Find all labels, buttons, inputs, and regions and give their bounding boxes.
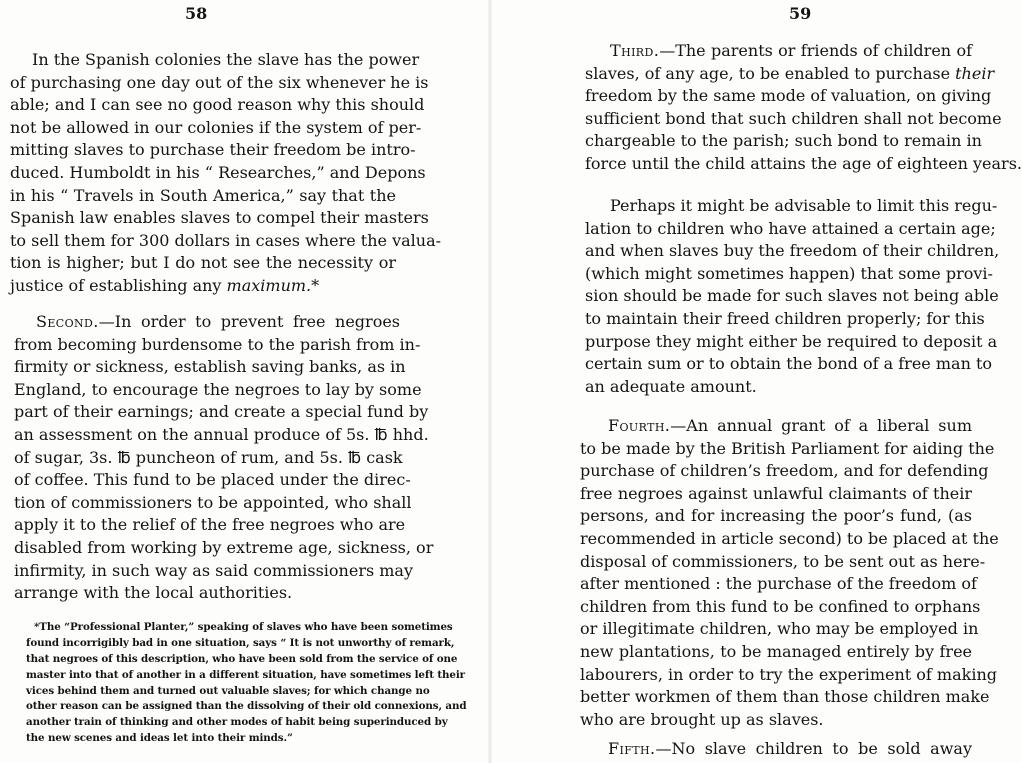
- text-line: part of their earnings; and create a special fund by: [14, 402, 429, 422]
- text-line: disposal of commissioners, to be sent out as here-: [580, 551, 986, 571]
- footnote-line: that negroes of this description, who have been sold from the service of one: [26, 652, 458, 665]
- text-line: [14, 311, 400, 334]
- text-line: arrange with the local authorities.: [14, 583, 293, 603]
- text-line: apply it to the relief of the free negroes who are: [14, 515, 406, 535]
- text-line: disabled from working by extreme age, sickness, or: [14, 537, 434, 557]
- text-line: England, to encourage the negroes to lay by some: [14, 379, 422, 399]
- section-heading: Third.: [610, 41, 660, 60]
- text-line: lation to children who have attained a certain age;: [585, 218, 996, 238]
- paragraph-second: [14, 311, 434, 605]
- text-line: an assessment on the annual produce of 5s. ℔ hhd.: [14, 424, 429, 444]
- text-line: an adequate amount.: [585, 376, 757, 396]
- text-line: duced. Humboldt in his “ Researches,” and Depons: [10, 162, 426, 182]
- text-run: —The parents or friends of children of: [659, 41, 972, 60]
- text-run: —No slave children to be sold away: [655, 739, 972, 758]
- text-line: sufficient bond that such children shall not become: [585, 108, 1002, 128]
- text-line: who are brought up as slaves.: [580, 709, 824, 729]
- text-line: to maintain their freed children properly; for this: [585, 308, 985, 328]
- footnote-line: master into that of another in a different situation, have sometimes left their: [26, 668, 465, 681]
- footnote-line: the new scenes and ideas let into their minds.”: [26, 732, 293, 745]
- text-line: freedom by the same mode of valuation, on giving: [585, 86, 992, 106]
- text-line: purpose they might either be required to deposit a: [585, 331, 998, 351]
- text-run: —In order to prevent free negroes: [98, 312, 400, 331]
- section-heading: Fourth.: [608, 416, 671, 435]
- text-line: better workmen of them than those children make: [580, 687, 990, 707]
- text-run: slaves, of any age, to be enabled to purchase: [585, 63, 956, 83]
- text-line: [10, 275, 396, 298]
- text-line: of sugar, 3s. ℔ puncheon of rum, and 5s. ℔ cask: [14, 447, 403, 467]
- footnote-line: found incorrigibly bad in one situation, says “ It is not unworthy of remark,: [26, 636, 455, 649]
- text-line: and when slaves buy the freedom of their children,: [585, 241, 1000, 261]
- text-line: to sell them for 300 dollars in cases where the valua-: [10, 230, 442, 250]
- text-line: certain sum or to obtain the bond of a free man to: [585, 354, 993, 374]
- text-line: free negroes against unlawful claimants of their: [580, 483, 972, 503]
- italic-word: maximum.: [226, 275, 312, 295]
- text-line: (which might sometimes happen) that some provi-: [585, 263, 993, 283]
- text-line: from becoming burdensome to the parish from in-: [14, 334, 421, 354]
- text-line: firmity or sickness, establish saving banks, as in: [14, 357, 406, 377]
- paragraph-perhaps: [585, 195, 1000, 398]
- text-line: [580, 738, 972, 761]
- footnote: [26, 620, 467, 747]
- text-run: —An annual grant of a liberal sum: [670, 416, 972, 435]
- paragraph-spanish-colonies: [10, 49, 442, 298]
- text-line: recommended in article second) to be placed at the: [580, 528, 999, 548]
- text-line: [585, 63, 995, 86]
- text-run: justice of establishing any: [10, 275, 227, 295]
- text-line: able; and I can see no good reason why this should: [10, 95, 425, 115]
- text-line: tion of commissioners to be appointed, who shall: [14, 492, 412, 512]
- text-line: infirmity, in such way as said commissioners may: [14, 560, 414, 580]
- text-line: force until the child attains the age of eighteen years.: [585, 153, 1022, 173]
- text-line: [585, 40, 972, 63]
- section-heading: Fifth.: [608, 739, 656, 758]
- paragraph-fourth: [580, 415, 999, 731]
- right-page: [490, 0, 1022, 763]
- text-line: children from this fund to be confined to orphans: [580, 596, 981, 616]
- footnote-marker: *: [311, 275, 320, 295]
- text-line: [580, 415, 972, 438]
- text-line: labourers, in order to try the experiment of making: [580, 664, 997, 684]
- text-line: sion should be made for such slaves not being able: [585, 286, 999, 306]
- text-line: after mentioned : the purchase of the freedom of: [580, 574, 977, 594]
- text-line: mitting slaves to purchase their freedom be intro-: [10, 140, 416, 160]
- text-line: new plantations, to be managed entirely by free: [580, 641, 972, 661]
- text-line: In the Spanish colonies the slave has the power: [32, 50, 420, 69]
- footnote-line: *The “Professional Planter,” speaking of slaves who have been sometimes: [34, 621, 453, 633]
- text-line: persons, and for increasing the poor’s fund, (as: [580, 506, 972, 526]
- italic-word: their: [955, 63, 995, 83]
- text-line: chargeable to the parish; such bond to remain in: [585, 131, 982, 151]
- text-line: or illegitimate children, who may be employed in: [580, 619, 979, 639]
- left-page: [0, 0, 490, 763]
- page-number: 59: [789, 4, 812, 23]
- text-line: of purchasing one day out of the six whenever he is: [10, 72, 429, 92]
- text-line: Perhaps it might be advisable to limit this regu-: [610, 196, 998, 215]
- text-line: Spanish law enables slaves to compel their masters: [10, 208, 429, 228]
- text-line: not be allowed in our colonies if the system of per-: [10, 117, 422, 137]
- footnote-line: other reason can be assigned than the dissolving of their old connexions, and: [26, 700, 467, 713]
- paragraph-fifth: [580, 738, 972, 761]
- page-number: 58: [185, 4, 208, 23]
- footnote-line: vices behind them and turned out valuable slaves; for which change no: [26, 684, 430, 697]
- text-line: in his “ Travels in South America,” say that the: [10, 185, 396, 205]
- text-line: to be made by the British Parliament for aiding the: [580, 438, 995, 458]
- text-line: purchase of children’s freedom, and for defending: [580, 461, 989, 481]
- text-line: of coffee. This fund to be placed under the direc-: [14, 470, 411, 490]
- paragraph-third: [585, 40, 1022, 176]
- section-heading: Second.: [36, 312, 99, 331]
- text-line: tion is higher; but I do not see the necessity or: [10, 253, 396, 273]
- footnote-line: another train of thinking and other modes of habit being superinduced by: [26, 716, 448, 729]
